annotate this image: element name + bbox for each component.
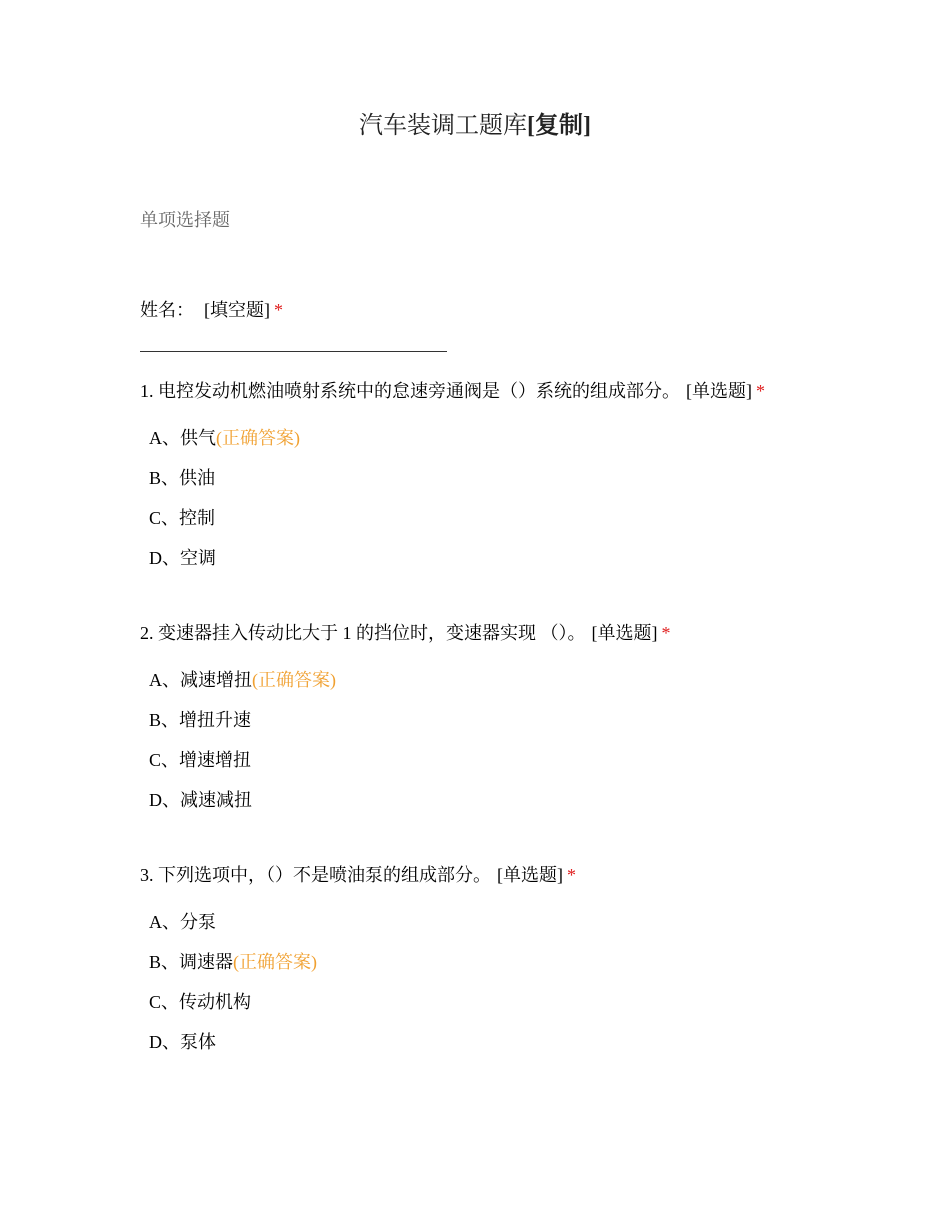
question-title	[140, 379, 920, 403]
option-text: B、增扭升速	[149, 710, 252, 730]
correct-answer-tag: (正确答案)	[233, 952, 318, 972]
option-c[interactable]	[149, 506, 920, 546]
question-2	[140, 621, 920, 828]
question-3	[140, 863, 920, 1070]
correct-answer-tag: (正确答案)	[216, 428, 300, 448]
option-a[interactable]	[149, 426, 920, 466]
section-title: 单项选择题	[140, 210, 230, 230]
required-mark: *	[756, 381, 765, 401]
option-a[interactable]	[149, 668, 920, 708]
required-mark: *	[274, 300, 283, 320]
name-question	[140, 298, 283, 322]
document-title-main: 汽车装调工题库	[359, 113, 527, 139]
question-type-tag: [单选题]	[497, 865, 563, 885]
option-d[interactable]	[149, 1030, 920, 1070]
option-list	[140, 910, 920, 1070]
question-text: 1. 电控发动机燃油喷射系统中的怠速旁通阀是（）系统的组成部分。	[140, 381, 680, 401]
option-b[interactable]	[149, 708, 920, 748]
option-b[interactable]	[149, 950, 920, 990]
question-text: 3. 下列选项中，（）不是喷油泵的组成部分。	[140, 865, 491, 885]
option-text: D、减速减扭	[149, 790, 252, 810]
option-text: A、供气	[149, 428, 216, 448]
question-title	[140, 863, 920, 887]
name-type-tag: [填空题]	[204, 300, 270, 320]
question-type-tag: [单选题]	[686, 381, 752, 401]
option-b[interactable]	[149, 466, 920, 506]
option-list	[140, 668, 920, 828]
option-c[interactable]	[149, 748, 920, 788]
option-list	[140, 426, 920, 586]
name-label: 姓名：	[140, 300, 194, 320]
name-fill-line[interactable]	[140, 351, 447, 352]
option-text: B、调速器	[149, 952, 234, 972]
option-text: C、传动机构	[149, 992, 252, 1012]
option-text: C、控制	[149, 508, 216, 528]
required-mark: *	[661, 623, 671, 643]
option-text: A、减速增扭	[149, 670, 252, 690]
document-title-suffix: [复制]	[527, 113, 591, 139]
correct-answer-tag: (正确答案)	[252, 670, 336, 690]
document-title	[0, 110, 950, 142]
option-a[interactable]	[149, 910, 920, 950]
question-text: 2. 变速器挂入传动比大于 1 的挡位时，变速器实现 （）。	[140, 623, 586, 643]
option-text: D、空调	[149, 548, 216, 568]
required-mark: *	[567, 865, 576, 885]
option-text: D、泵体	[149, 1032, 216, 1052]
option-text: C、增速增扭	[149, 750, 252, 770]
question-title	[140, 621, 920, 645]
option-c[interactable]	[149, 990, 920, 1030]
option-d[interactable]	[149, 788, 920, 828]
question-type-tag: [单选题]	[591, 623, 658, 643]
option-text: B、供油	[149, 468, 216, 488]
option-text: A、分泵	[149, 912, 216, 932]
question-1	[140, 379, 920, 586]
option-d[interactable]	[149, 546, 920, 586]
